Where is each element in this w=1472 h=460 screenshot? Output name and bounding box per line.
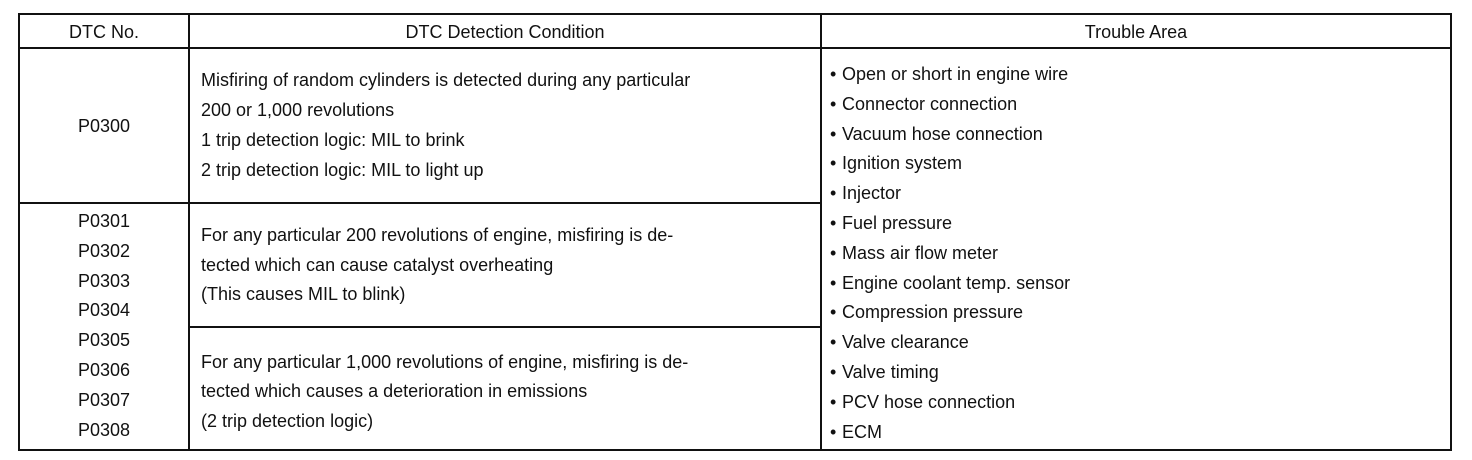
trouble-area-list — [830, 60, 1070, 447]
condition-r3-line-1: For any particular 1,000 revolutions of engine, misfiring is de- — [201, 352, 689, 372]
column-divider-1 — [188, 15, 190, 449]
header-detection-condition: DTC Detection Condition — [405, 22, 605, 42]
trouble-item — [830, 269, 1070, 299]
trouble-item-label: Injector — [842, 183, 902, 204]
dtc-code: P0301 — [77, 211, 131, 231]
trouble-item-label: Ignition system — [842, 153, 963, 174]
trouble-item-label: Valve clearance — [842, 332, 969, 353]
column-divider-2 — [820, 15, 822, 449]
trouble-item-label: Connector connection — [842, 93, 1018, 114]
condition-r3-line-3: (2 trip detection logic) — [201, 411, 374, 431]
bullet-icon: • — [830, 302, 837, 323]
header-dtc-no: DTC No. — [68, 22, 139, 42]
bullet-icon: • — [830, 361, 837, 382]
condition-r2-line-2: tected which can cause catalyst overheating — [201, 255, 554, 275]
bullet-icon: • — [830, 123, 837, 144]
trouble-item — [830, 388, 1070, 418]
bullet-icon: • — [830, 183, 837, 204]
dtc-code: P0303 — [77, 270, 131, 291]
trouble-item — [830, 418, 1070, 448]
trouble-item — [830, 358, 1070, 388]
header-trouble-area: Trouble Area — [1084, 22, 1188, 42]
trouble-item — [830, 149, 1070, 179]
trouble-item — [830, 90, 1070, 120]
condition-r1-line-4: 2 trip detection logic: MIL to light up — [201, 160, 484, 180]
bullet-icon: • — [830, 272, 837, 293]
bullet-icon: • — [830, 212, 837, 233]
bullet-icon: • — [830, 332, 837, 353]
trouble-item-label: Vacuum hose connection — [842, 123, 1043, 144]
dtc-code: P0302 — [77, 240, 131, 261]
trouble-item — [830, 239, 1070, 269]
trouble-item-label: Mass air flow meter — [842, 242, 999, 263]
condition-r3-line-2: tected which causes a deterioration in emissions — [201, 381, 588, 401]
dtc-code: P0306 — [77, 359, 131, 380]
trouble-item — [830, 328, 1070, 358]
bullet-icon: • — [830, 64, 837, 84]
trouble-item — [830, 179, 1070, 209]
condition-r2-line-1: For any particular 200 revolutions of engine, misfiring is de- — [201, 225, 674, 245]
dtc-code: P0308 — [77, 419, 131, 440]
bullet-icon: • — [830, 391, 837, 412]
condition-r1-line-1: Misfiring of random cylinders is detected during any particular — [201, 70, 691, 90]
bullet-icon: • — [830, 242, 837, 263]
dtc-code: P0305 — [77, 330, 131, 351]
row-divider-p0300 — [20, 202, 822, 204]
trouble-item-label: Fuel pressure — [842, 212, 953, 233]
dtc-code: P0307 — [77, 389, 131, 410]
dtc-code-p0300: P0300 — [77, 116, 131, 136]
condition-r1-line-3: 1 trip detection logic: MIL to brink — [201, 130, 465, 150]
dtc-code-list — [20, 207, 188, 445]
trouble-item — [830, 60, 1070, 90]
trouble-item-label: PCV hose connection — [842, 391, 1016, 412]
trouble-item-label: Valve timing — [842, 361, 939, 382]
dtc-table — [18, 13, 1452, 451]
trouble-item-label: Compression pressure — [842, 302, 1024, 323]
trouble-item-label: Engine coolant temp. sensor — [842, 272, 1071, 293]
bullet-icon: • — [830, 93, 837, 114]
trouble-item-label: Open or short in engine wire — [842, 64, 1069, 84]
trouble-item-label: ECM — [842, 421, 882, 442]
condition-r1-line-2: 200 or 1,000 revolutions — [201, 100, 395, 120]
condition-r2-line-3: (This causes MIL to blink) — [201, 284, 406, 304]
trouble-item — [830, 209, 1070, 239]
trouble-item — [830, 298, 1070, 328]
row-divider-condition — [188, 326, 822, 328]
bullet-icon: • — [830, 153, 837, 174]
bullet-icon: • — [830, 421, 837, 442]
dtc-code: P0304 — [77, 300, 131, 321]
trouble-item — [830, 120, 1070, 150]
